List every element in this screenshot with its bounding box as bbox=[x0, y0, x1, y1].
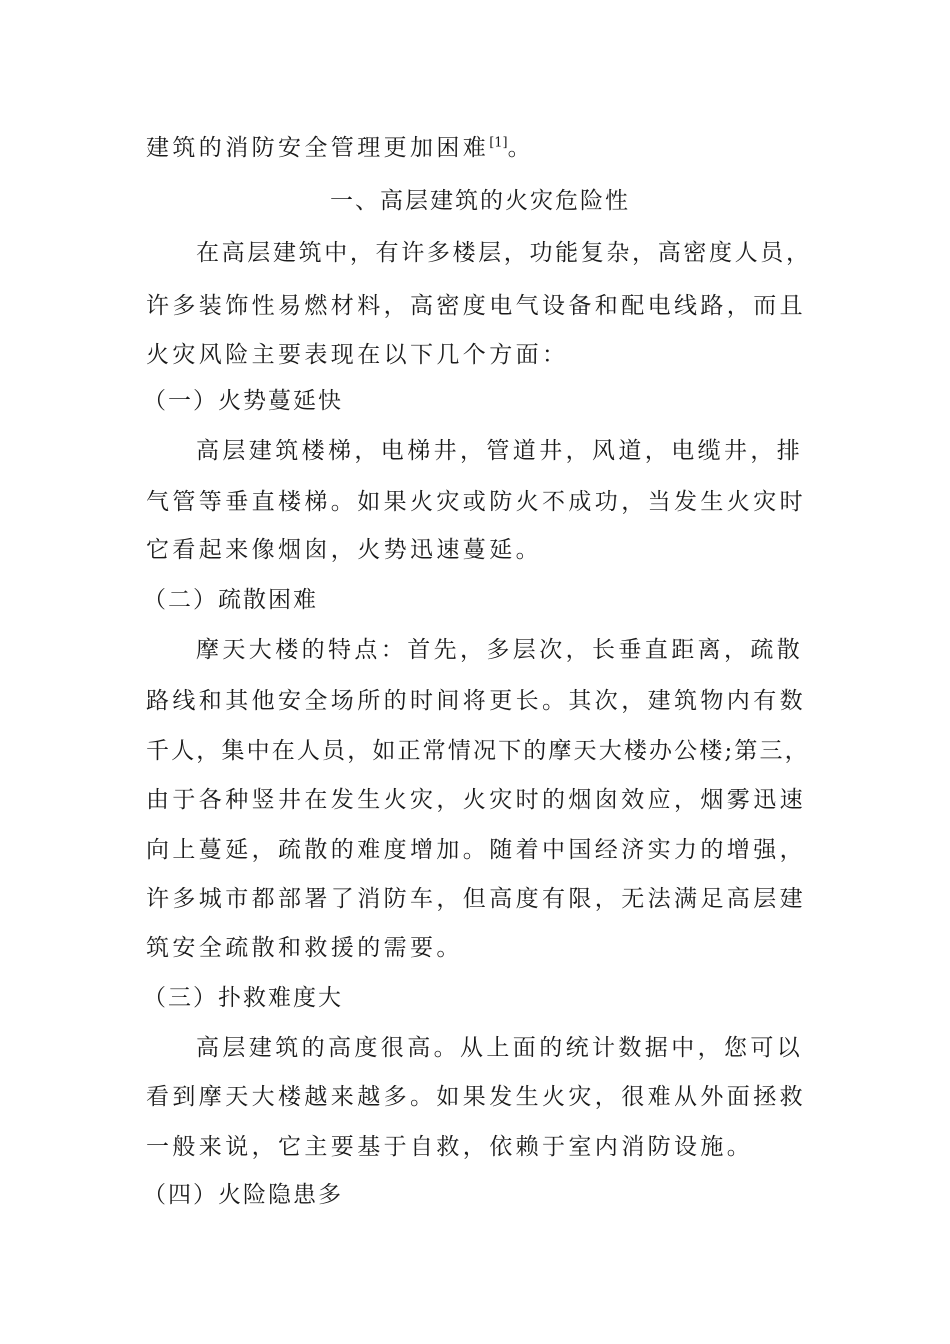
subsection-heading: （一）火势蔓延快 bbox=[143, 388, 343, 414]
paragraph-line: 许多装饰性易燃材料，高密度电气设备和配电线路，而且 bbox=[146, 293, 806, 319]
paragraph-line: 筑安全疏散和救援的需要。 bbox=[146, 935, 463, 961]
subsection-heading: （二）疏散困难 bbox=[143, 587, 318, 613]
subsection-heading: （三）扑救难度大 bbox=[143, 985, 343, 1011]
paragraph-line: 它看起来像烟囱，火势迅速蔓延。 bbox=[146, 537, 542, 563]
paragraph-line: 在高层建筑中，有许多楼层，功能复杂，高密度人员， bbox=[196, 240, 812, 266]
paragraph-line: 一般来说，它主要基于自救，依赖于室内消防设施。 bbox=[146, 1134, 754, 1160]
paragraph-line: 看到摩天大楼越来越多。如果发生火灾，很难从外面拯救 bbox=[146, 1084, 806, 1110]
paragraph-line: 火灾风险主要表现在以下几个方面： bbox=[146, 342, 569, 368]
paragraph-line: 向上蔓延，疏散的难度增加。随着中国经济实力的增强， bbox=[146, 837, 806, 863]
section-heading: 一、高层建筑的火灾危险性 bbox=[330, 188, 630, 214]
subsection-heading: （四）火险隐患多 bbox=[143, 1182, 343, 1208]
paragraph-line: 许多城市都部署了消防车，但高度有限，无法满足高层建 bbox=[146, 886, 806, 912]
paragraph-line: 高层建筑的高度很高。从上面的统计数据中，您可以 bbox=[196, 1035, 804, 1061]
paragraph-line: 千人，集中在人员，如正常情况下的摩天大楼办公楼;第三， bbox=[146, 738, 810, 764]
paragraph-continuation: 建筑的消防安全管理更加困难[1]。 bbox=[146, 135, 535, 161]
paragraph-line: 气管等垂直楼梯。如果火灾或防火不成功，当发生火灾时 bbox=[146, 489, 806, 515]
paragraph-line: 高层建筑楼梯，电梯井，管道井，风道，电缆井，排 bbox=[196, 438, 804, 464]
citation-reference: [1] bbox=[489, 135, 508, 151]
paragraph-line: 路线和其他安全场所的时间将更长。其次，建筑物内有数 bbox=[146, 688, 806, 714]
paragraph-line: 由于各种竖井在发生火灾，火灾时的烟囱效应，烟雾迅速 bbox=[146, 787, 806, 813]
paragraph-line: 摩天大楼的特点：首先，多层次，长垂直距离，疏散 bbox=[196, 637, 804, 663]
